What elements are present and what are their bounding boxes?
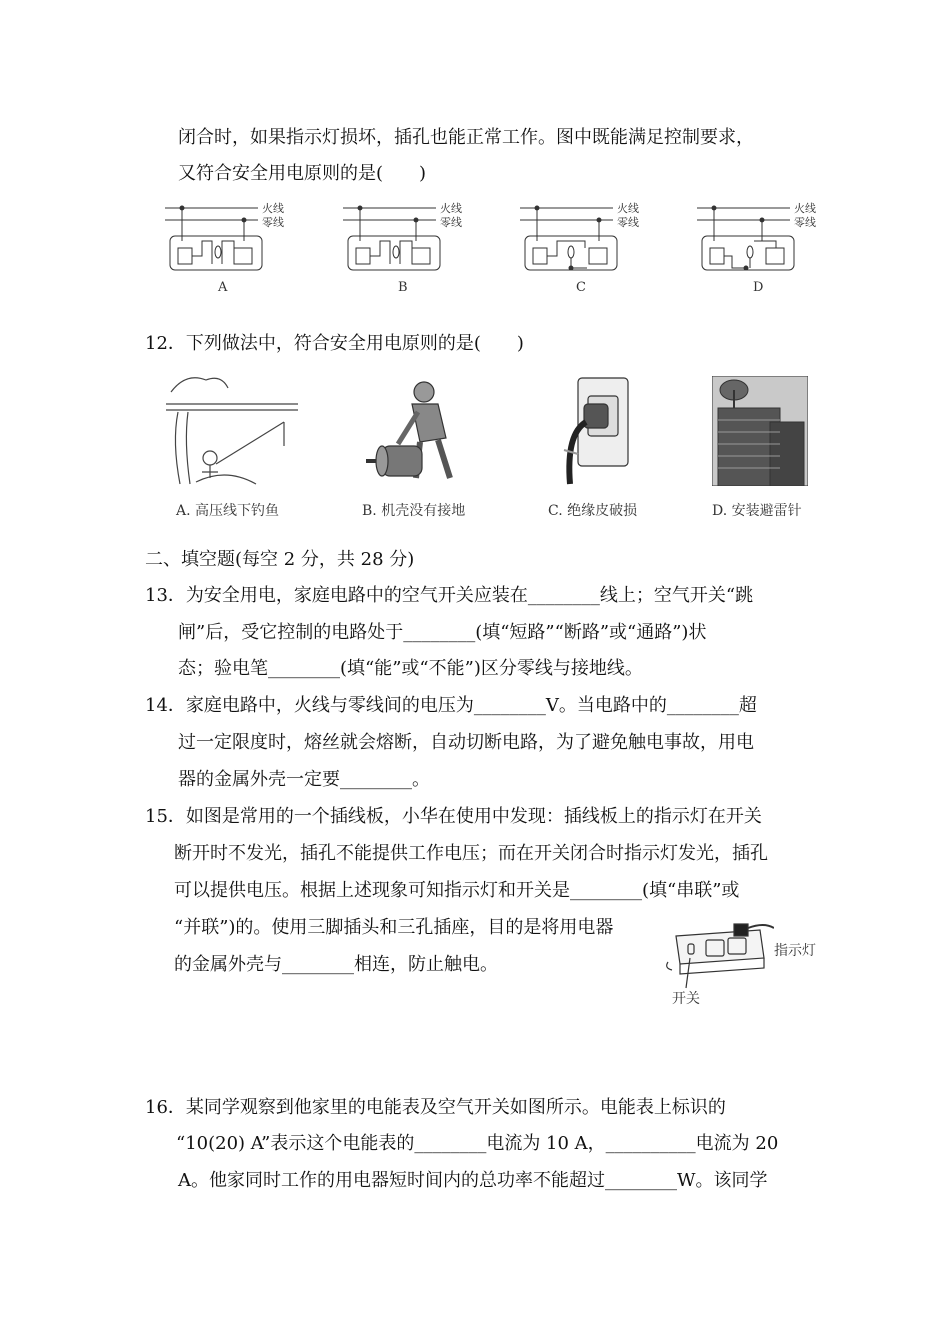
q15-line-2: 断开时不发光，插孔不能提供工作电压；而在开关闭合时指示灯发光，插孔 — [174, 843, 768, 864]
option-d-caption: D. 安装避雷针 — [712, 503, 802, 519]
switch-label: 开关 — [672, 991, 700, 1007]
circuit-a-label: A — [218, 280, 228, 295]
q15-line-4: “并联”)的。使用三脚插头和三孔插座，目的是将用电器 — [174, 917, 614, 938]
q14-line-2: 过一定限度时，熔丝就会熔断，自动切断电路，为了避免触电事故，用电 — [178, 732, 754, 753]
q15-line-1: 15．如图是常用的一个插线板，小华在使用中发现：插线板上的指示灯在开关 — [145, 806, 762, 827]
motor-not-grounded-illustration — [362, 378, 472, 486]
power-strip-illustration — [664, 918, 774, 990]
circuit-c-label: C — [576, 280, 586, 295]
lightning-rod-building-illustration — [712, 376, 808, 486]
indicator-light-label: 指示灯 — [774, 943, 816, 959]
damaged-insulation-plug-illustration — [552, 374, 634, 486]
circuit-c-live-label: 火线 — [617, 202, 639, 215]
q16-line-3: A。他家同时工作的用电器短时间内的总功率不能超过________W。该同学 — [178, 1170, 768, 1191]
q13-line-1: 13．为安全用电，家庭电路中的空气开关应装在________线上；空气开关“跳 — [145, 585, 754, 606]
circuit-d-live-label: 火线 — [794, 202, 816, 215]
q16-line-1: 16．某同学观察到他家里的电能表及空气开关如图所示。电能表上标识的 — [145, 1097, 726, 1118]
q14-line-3: 器的金属外壳一定要________。 — [178, 769, 430, 790]
circuit-d-label: D — [753, 280, 764, 295]
circuit-d-neutral-label: 零线 — [794, 216, 816, 229]
circuit-b-live-label: 火线 — [440, 202, 462, 215]
circuit-b-neutral-label: 零线 — [440, 216, 462, 229]
q11-line-1: 闭合时，如果指示灯损坏，插孔也能正常工作。图中既能满足控制要求， — [178, 127, 754, 148]
circuit-a-live-label: 火线 — [262, 202, 284, 215]
q15-line-3: 可以提供电压。根据上述现象可知指示灯和开关是________(填“串联”或 — [174, 880, 740, 901]
circuit-b-label: B — [398, 280, 408, 295]
option-b-caption: B. 机壳没有接地 — [362, 503, 466, 519]
q15-line-5: 的金属外壳与________相连，防止触电。 — [174, 954, 498, 975]
section-2-heading: 二、填空题(每空 2 分，共 28 分) — [145, 549, 415, 570]
q11-line-2: 又符合安全用电原则的是( ) — [178, 163, 427, 184]
circuit-c-neutral-label: 零线 — [617, 216, 639, 229]
fishing-under-powerline-illustration — [166, 372, 298, 490]
q13-line-2: 闸”后，受它控制的电路处于________(填“短路”“断路”或“通路”)状 — [178, 622, 707, 643]
q12-stem: 12．下列做法中，符合安全用电原则的是( ) — [145, 333, 524, 354]
q16-line-2: “10(20) A”表示这个电能表的________电流为 10 A，__________电流为 20 — [176, 1133, 779, 1154]
circuit-a-neutral-label: 零线 — [262, 216, 284, 229]
q13-line-3: 态；验电笔________(填“能”或“不能”)区分零线与接地线。 — [178, 658, 643, 679]
option-c-caption: C. 绝缘皮破损 — [548, 503, 638, 519]
q14-line-1: 14．家庭电路中，火线与零线间的电压为________V。当电路中的________超 — [145, 695, 757, 716]
option-a-caption: A. 高压线下钓鱼 — [176, 503, 280, 519]
